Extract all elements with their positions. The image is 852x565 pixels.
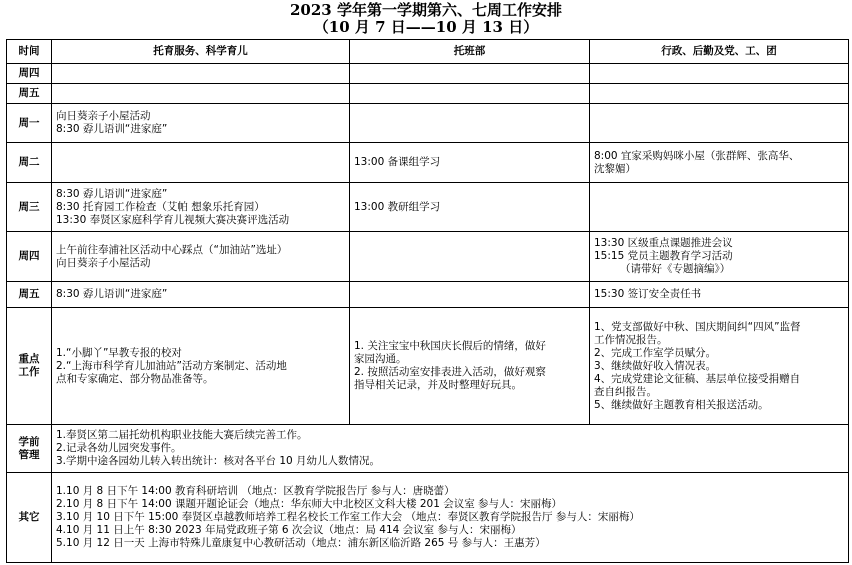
document-title bbox=[0, 2, 852, 36]
entry: 13:00 教研组学习 bbox=[354, 200, 441, 213]
entry: 13:30 奉贤区家庭科学育儿视频大赛决赛评选活动 bbox=[56, 213, 290, 226]
entry: 3.学期中途各园幼儿转入转出统计：核对各平台 10 月幼儿人数情况。 bbox=[56, 455, 381, 467]
day-label-2: 工作 bbox=[18, 366, 40, 378]
entry: 沈黎媚） bbox=[594, 162, 636, 175]
entry: 2.“上海市科学育儿加油站”活动方案制定、活动地 bbox=[56, 359, 287, 372]
day-cell: 周三 bbox=[7, 183, 52, 232]
entry: 向日葵亲子小屋活动 bbox=[56, 110, 151, 122]
day-cell: 周四 bbox=[7, 232, 52, 282]
table-row bbox=[7, 425, 849, 473]
entry: 点和专家确定、部分物品准备等。 bbox=[56, 372, 214, 385]
cell-col2 bbox=[350, 232, 590, 282]
entry: 15:30 签订安全责任书 bbox=[594, 288, 702, 300]
title-line-2: （10 月 7 日——10 月 13 日） bbox=[313, 18, 539, 36]
schedule-table bbox=[6, 39, 849, 563]
entry: 2、完成工作室学员赋分。 bbox=[594, 346, 717, 359]
entry: 8:00 宜家采购妈咪小屋（张群辉、张高华、 bbox=[594, 149, 800, 162]
entry: 4、完成党建论文征稿、基层单位接受捐赠自 bbox=[594, 372, 801, 385]
table-row bbox=[7, 104, 849, 143]
table-row bbox=[7, 473, 849, 563]
table-row bbox=[7, 282, 849, 308]
entry: 上午前往奉浦社区活动中心踩点（“加油站”选址） bbox=[56, 243, 288, 256]
table-row bbox=[7, 183, 849, 232]
cell-col3 bbox=[590, 143, 849, 183]
title-line-1: 2023 学年第一学期第六、七周工作安排 bbox=[290, 1, 562, 19]
day-cell bbox=[7, 425, 52, 473]
cell-col3 bbox=[590, 232, 849, 282]
entry: 13:00 备课组学习 bbox=[354, 156, 441, 168]
entry: 15:15 党员主题教育学习活动 bbox=[594, 250, 733, 262]
cell-col1 bbox=[52, 84, 350, 104]
entry: 8:30 孬儿语训“进家庭” bbox=[56, 288, 168, 300]
entry: 2. 按照活动室安排表进入活动，做好观察 bbox=[354, 366, 546, 378]
cell-col3 bbox=[590, 282, 849, 308]
cell-col3 bbox=[590, 84, 849, 104]
cell-col2 bbox=[350, 143, 590, 183]
cell-col2 bbox=[350, 282, 590, 308]
cell-col1 bbox=[52, 64, 350, 84]
entry: 向日葵亲子小屋活动 bbox=[56, 256, 151, 269]
cell-merged bbox=[52, 473, 849, 563]
entry: 家园沟通。 bbox=[354, 353, 407, 365]
entry: 1. 关注宝宝中秋国庆长假后的情绪，做好 bbox=[354, 340, 546, 352]
entry: 8:30 孬儿语训“进家庭” bbox=[56, 187, 168, 200]
cell-col1 bbox=[52, 143, 350, 183]
entry: 1.“小脚丫”早教专报的校对 bbox=[56, 346, 182, 359]
entry: 3、继续做好收入情况表。 bbox=[594, 359, 717, 372]
entry: 指导相关记录，并及时整理好玩具。 bbox=[354, 379, 522, 391]
entry: 1.奉贤区第二届托幼机构职业技能大赛后续完善工作。 bbox=[56, 429, 308, 441]
cell-col2 bbox=[350, 104, 590, 143]
day-label-1: 重点 bbox=[18, 353, 40, 365]
cell-col3 bbox=[590, 64, 849, 84]
entry: 工作情况报告。 bbox=[594, 333, 668, 346]
cell-col1 bbox=[52, 104, 350, 143]
entry: 13:30 区级重点课题推进会议 bbox=[594, 237, 733, 249]
cell-col1 bbox=[52, 308, 350, 425]
cell-col3 bbox=[590, 104, 849, 143]
entry: 2.记录各幼儿园突发事件。 bbox=[56, 442, 182, 454]
cell-col1 bbox=[52, 232, 350, 282]
entry: 查自纠报告。 bbox=[594, 385, 657, 398]
header-col2: 托班部 bbox=[350, 40, 590, 64]
cell-col1 bbox=[52, 183, 350, 232]
table-row bbox=[7, 143, 849, 183]
cell-col3 bbox=[590, 183, 849, 232]
entry: 4.10 月 11 日上午 8:30 2023 年局党政班子第 6 次会议（地点：局 414 会议室 参与人：宋丽梅） bbox=[56, 524, 522, 536]
entry: 3.10 月 10 日下午 15:00 奉贤区卓越教师培养工程名校长工作室工作大会 （地点：奉贤区教育学院报告厅 参与人：宋丽梅） bbox=[56, 511, 640, 523]
entry: 1.10 月 8 日下午 14:00 教育科研培训 （地点：区教育学院报告厅 参与人：唐晓蕾） bbox=[56, 485, 455, 497]
cell-col3 bbox=[590, 308, 849, 425]
day-label-2: 管理 bbox=[18, 448, 40, 461]
entry: 1、党支部做好中秋、国庆期间纠“四风”监督 bbox=[594, 320, 801, 333]
header-col3: 行政、后勤及党、工、团 bbox=[590, 40, 849, 64]
cell-col2 bbox=[350, 64, 590, 84]
entry: 5、继续做好主题教育相关报送活动。 bbox=[594, 398, 769, 411]
cell-col2 bbox=[350, 308, 590, 425]
table-row bbox=[7, 232, 849, 282]
entry: （请带好《专题摘编》） bbox=[620, 263, 731, 275]
day-cell bbox=[7, 308, 52, 425]
cell-merged bbox=[52, 425, 849, 473]
table-row bbox=[7, 308, 849, 425]
day-label-1: 学前 bbox=[18, 435, 40, 448]
header-row bbox=[7, 40, 849, 64]
day-cell: 周二 bbox=[7, 143, 52, 183]
day-cell: 其它 bbox=[7, 473, 52, 563]
table-row bbox=[7, 64, 849, 84]
day-cell: 周五 bbox=[7, 282, 52, 308]
entry: 8:30 托育园工作检查（艾帕 想象乐托育园） bbox=[56, 200, 265, 213]
header-col1: 托育服务、科学育儿 bbox=[52, 40, 350, 64]
header-time: 时间 bbox=[7, 40, 52, 64]
day-cell: 周五 bbox=[7, 84, 52, 104]
cell-col1 bbox=[52, 282, 350, 308]
day-cell: 周一 bbox=[7, 104, 52, 143]
cell-col2 bbox=[350, 183, 590, 232]
day-cell: 周四 bbox=[7, 64, 52, 84]
cell-col2 bbox=[350, 84, 590, 104]
entry: 2.10 月 8 日下午 14:00 课题开题论证会（地点：华东师大中北校区文科大楼 201 会议室 参与人：宋丽梅） bbox=[56, 498, 563, 510]
entry: 8:30 孬儿语训“进家庭” bbox=[56, 123, 168, 135]
table-row bbox=[7, 84, 849, 104]
entry: 5.10 月 12 日一天 上海市特殊儿童康复中心教研活动（地点：浦东新区临沂路 265 号 参与人：王惠芳） bbox=[56, 537, 546, 549]
